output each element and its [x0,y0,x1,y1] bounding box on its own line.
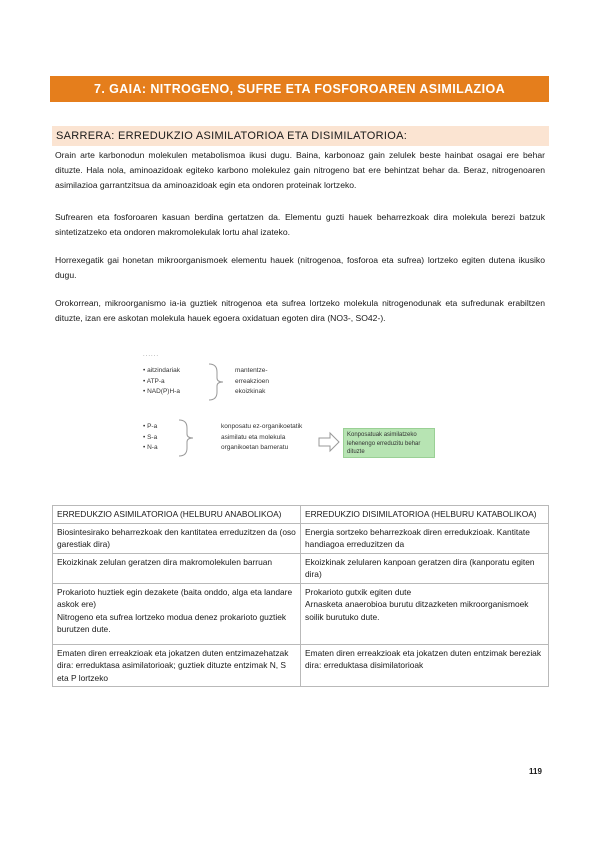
diagram-result-box: Konposatuak asimilatzeko lehenengo erreduzitu behar dituzte [343,428,435,458]
diagram-element-desc [221,422,302,454]
chapter-title: 7. GAIA: NITROGENO, SUFRE ETA FOSFOROAREN ASIMILAZIOA [50,76,549,102]
column-header: ERREDUKZIO DISIMILATORIOA (HELBURU KATABOLIKOA) [301,506,549,524]
brace-icon [205,362,227,402]
diagram-item: • N-a [143,444,158,451]
diagram-desc-line: asimilatu eta molekula [221,433,286,441]
diagram-item: • P-a [143,423,158,430]
table-row [53,644,549,687]
brace-icon [175,418,197,458]
paragraph: Horrexegatik gai honetan mikroorganismoek elementu hauek (nitrogenoa, fosforoa eta sufrea) lortzeko egiten dutena ikusiko dugu. [55,255,545,280]
diagram-item: • S-a [143,433,158,441]
comparison-table [52,505,549,687]
diagram-energy-list [143,366,180,398]
diagram-item: • NAD(P)H-a [143,388,180,395]
column-header: ERREDUKZIO ASIMILATORIOA (HELBURU ANABOLIKOA) [53,506,301,524]
table-cell: Ematen diren erreakzioak eta jokatzen duten entzimazehatzak dira: erreduktasa asimilatorioak; guztiek dituzte entzimak N, S eta P lortzeko [53,644,301,687]
diagram-item: • ATP-a [143,377,165,385]
assimilation-diagram [135,350,445,460]
table-cell: Energia sortzeko beharrezkoak diren erredukzioak. Kantitate handiagoa erreduzitzen da [301,523,549,553]
table-cell: Biosintesirako beharrezkoak den kantitatea erreduzitzen da (oso garestiak dira) [53,523,301,553]
diagram-caption-dots: ...... [143,352,160,358]
paragraph: Orain arte karbonodun molekulen metabolismoa ikusi dugu. Baina, karbonoaz gain zelulek beste hainbat osagai ere behar dituzte. Hala nola, aminoazidoak egiteko karbono molekulez gain nitrogeno bat ere behintzat behar da. Beraz, nitrogenoaren asimilazioa garrantzitsua da aminoazidoak egin eta ondoren proteinak lortzeko. [55,150,545,190]
table-cell: Prokarioto gutxik egiten dute Arnasketa anaerobioa burutu ditzazketen mikroorganismoek soilik burutuko dute. [301,583,549,644]
diagram-desc-line: konposatu ez-organikoetatik [221,423,303,430]
diagram-element-list [143,422,158,454]
diagram-item: • aitzindariak [143,367,180,374]
table-header-row [53,506,549,524]
arrow-right-icon [317,430,341,454]
diagram-desc-line: organikoetan barneratu [221,444,289,451]
diagram-desc-line: mantentze- [235,367,268,374]
page-number: 119 [529,767,542,776]
table-row [53,523,549,553]
diagram-desc-line: erreakzioen [235,377,269,385]
table-row [53,553,549,583]
diagram-energy-desc [235,366,269,398]
table-cell: Ekoizkinak zelulan geratzen dira makromolekulen barruan [53,553,301,583]
section-heading: SARRERA: ERREDUKZIO ASIMILATORIOA ETA DISIMILATORIOA: [52,126,549,146]
table-cell: Ekoizkinak zelularen kanpoan geratzen dira (kanporatu egiten dira) [301,553,549,583]
table-cell: Prokarioto huztiek egin dezakete (baita onddo, alga eta landare askok ere) Nitrogeno eta sufrea lortzeko modua denez prokarioto guztiek burutzen dute. [53,583,301,644]
table-row [53,583,549,644]
diagram-desc-line: ekoizkinak [235,388,266,395]
table-cell: Ematen diren erreakzioak eta jokatzen duten entzimak bereziak dira: erreduktasa disimilatorioak [301,644,549,687]
paragraph: Sufrearen eta fosforoaren kasuan berdina gertatzen da. Elementu guzti hauek beharrezkoak dira molekula berezi batzuk sintetizatzeko eta ondoren makromolekulak lortu ahal izateko. [55,212,545,237]
paragraph: Orokorrean, mikroorganismo ia-ia guztiek nitrogenoa eta sufrea lortzeko molekula nitrogenodunak eta sufredunak erabiltzen dituzte, izan ere askotan molekula hauek egoera oxidatuan egoten dira (NO3-, SO42-). [55,298,545,323]
